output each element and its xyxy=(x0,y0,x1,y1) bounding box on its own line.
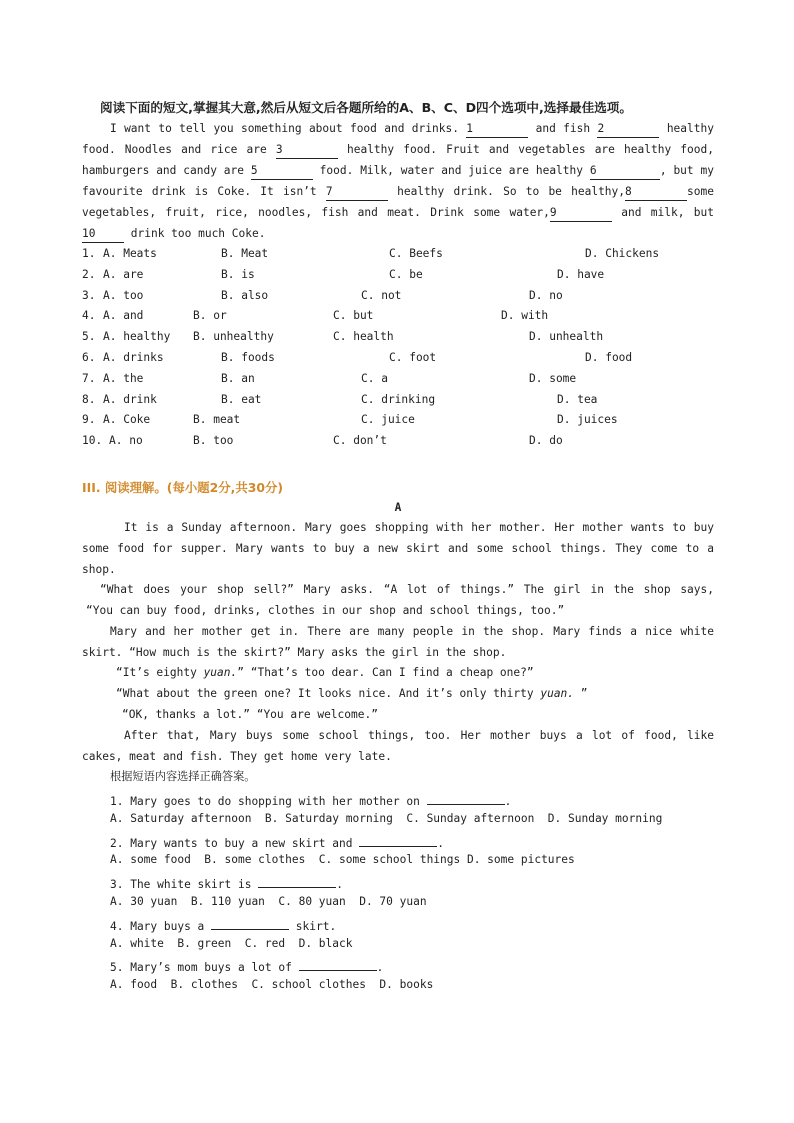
question-number: 6. xyxy=(82,351,96,364)
question-number: 10. xyxy=(82,434,103,448)
option-a: A. Meats xyxy=(103,247,157,260)
answer-blank xyxy=(211,912,289,930)
option-c: C. Beefs xyxy=(389,247,443,260)
passage-text: food. Milk, water and juice are healthy xyxy=(319,164,584,177)
option-d: D. Chickens xyxy=(585,247,660,260)
question-text: 3. The white skirt is xyxy=(110,878,259,892)
option-d: D. some xyxy=(529,371,577,385)
blank-9: 9 xyxy=(550,204,612,222)
blank-7: 7 xyxy=(326,183,388,201)
reading-line xyxy=(116,683,748,704)
option-b: B. or xyxy=(193,309,227,323)
reading-options: A. white B. green C. red D. black xyxy=(110,936,353,950)
question-text: 5. Mary’s mom buys a lot of xyxy=(110,961,299,975)
option-c: C. be xyxy=(389,267,423,281)
reading-line: It is a Sunday afternoon. Mary goes shopping with her mother. Her mother wants to buy xyxy=(124,521,714,534)
passage-text: some xyxy=(687,185,714,198)
option-c: C. juice xyxy=(361,413,415,427)
question-number: 9. xyxy=(82,413,96,427)
question-number: 1. xyxy=(82,247,96,260)
option-b: B. an xyxy=(221,371,255,385)
question-number: 2. xyxy=(82,267,96,281)
option-b: B. unhealthy xyxy=(193,330,274,344)
blank-6: 6 xyxy=(590,162,660,180)
reading-line: shop. xyxy=(82,563,116,576)
option-a: A. are xyxy=(103,267,144,281)
passage-text: healthy food. Fruit and vegetables are healthy food, xyxy=(346,143,714,156)
reading-question xyxy=(110,787,714,808)
option-b: B. also xyxy=(221,288,269,302)
passage-text: I want to tell you something about food and drinks. xyxy=(110,122,459,135)
question-text: skirt. xyxy=(289,919,337,933)
reading-instruction: 根据短语内容选择正确答案。 xyxy=(110,770,256,783)
reading-line: After that, Mary buys some school things, too. Her mother buys a lot of food, like xyxy=(124,729,714,742)
option-c: C. but xyxy=(333,309,374,323)
option-c: C. health xyxy=(333,330,394,344)
blank-5: 5 xyxy=(251,162,313,180)
reading-options: A. Saturday afternoon B. Saturday morning C. Sunday afternoon D. Sunday morning xyxy=(110,811,663,825)
option-a: A. and xyxy=(103,309,144,323)
reading-text: “What about the green one? It looks nice. And it’s only thirty xyxy=(116,687,541,700)
question-number: 3. xyxy=(82,288,96,302)
reading-text: “It’s eighty xyxy=(116,666,204,679)
question-text: . xyxy=(437,836,444,850)
passage-line-4 xyxy=(82,181,714,202)
option-c: C. drinking xyxy=(361,392,436,406)
reading-line: cakes, meat and fish. They get home very late. xyxy=(82,750,392,763)
answer-blank xyxy=(427,787,505,805)
question-number: 4. xyxy=(82,309,96,323)
reading-options: A. 30 yuan B. 110 yuan C. 80 yuan D. 70 yuan xyxy=(110,895,427,908)
question-number: 7. xyxy=(82,371,96,385)
question-text: . xyxy=(336,878,343,892)
answer-blank xyxy=(359,829,437,847)
option-d: D. with xyxy=(501,309,549,323)
reading-line xyxy=(116,662,748,683)
passage-text: healthy drink. So to be healthy, xyxy=(397,185,626,198)
question-text: 2. Mary wants to buy a new skirt and xyxy=(110,836,360,850)
reading-line: Mary and her mother get in. There are many people in the shop. Mary finds a nice white xyxy=(110,625,714,638)
question-text: 1. Mary goes to do shopping with her mother on xyxy=(110,795,427,808)
reading-question xyxy=(110,912,714,933)
option-a: A. Coke xyxy=(103,413,151,427)
passage-text: food. Noodles and rice are xyxy=(82,143,267,156)
reading-text: yuan. xyxy=(540,687,575,700)
option-a: A. no xyxy=(109,434,143,448)
option-b: B. Meat xyxy=(221,247,269,260)
option-c: C. foot xyxy=(389,351,437,364)
question-number: 5. xyxy=(82,330,96,344)
cloze-instruction: 阅读下面的短文,掌握其大意,然后从短文后各题所给的A、B、C、D四个选项中,选择最佳选项。 xyxy=(100,100,632,115)
blank-1: 1 xyxy=(466,120,528,138)
option-a: A. healthy xyxy=(103,330,171,344)
option-a: A. drink xyxy=(103,392,157,406)
reading-line: “OK, thanks a lot.” “You are welcome.” xyxy=(122,708,378,721)
reading-line: skirt. “How much is the skirt?” Mary asks the girl in the shop. xyxy=(82,646,507,659)
passage-line-3 xyxy=(82,160,714,181)
question-number: 8. xyxy=(82,392,96,406)
answer-blank xyxy=(299,953,377,971)
option-b: B. too xyxy=(193,434,234,448)
passage-text: favourite drink is Coke. It isn’t xyxy=(82,185,317,198)
passage-text: , but my xyxy=(659,164,714,177)
option-d: D. tea xyxy=(557,392,598,406)
option-d: D. unhealth xyxy=(529,330,604,344)
option-b: B. foods xyxy=(221,351,275,364)
blank-3: 3 xyxy=(276,141,338,159)
reading-text: yuan. xyxy=(203,666,238,679)
reading-line: some food for supper. Mary wants to buy a new skirt and some school things. They come to a xyxy=(82,542,714,555)
reading-question xyxy=(110,953,714,974)
answer-blank xyxy=(258,870,336,888)
section-title: III. 阅读理解。(每小题2分,共30分) xyxy=(82,480,284,495)
option-b: B. meat xyxy=(193,413,241,427)
passage-text: vegetables, fruit, rice, noodles, fish and meat. Drink some water, xyxy=(82,206,550,219)
option-a: A. drinks xyxy=(103,351,164,364)
reading-text: ” “That’s too dear. Can I find a cheap one?” xyxy=(237,666,534,679)
blank-2: 2 xyxy=(597,120,659,138)
option-d: D. have xyxy=(557,267,605,281)
passage-text: healthy xyxy=(666,122,714,135)
option-c: C. don’t xyxy=(333,434,387,448)
option-d: D. no xyxy=(529,288,563,302)
passage-line-5 xyxy=(82,202,714,223)
option-d: D. food xyxy=(585,351,633,364)
option-a: A. too xyxy=(103,288,144,302)
option-c: C. a xyxy=(361,371,388,385)
option-b: B. eat xyxy=(221,392,262,406)
reading-line: “You can buy food, drinks, clothes in our shop and school things, too.” xyxy=(86,604,565,617)
question-text: 4. Mary buys a xyxy=(110,919,212,933)
question-text: . xyxy=(504,795,512,808)
passage-text: and fish xyxy=(535,122,591,135)
blank-8: 8 xyxy=(625,183,687,201)
blank-10: 10 xyxy=(82,225,124,243)
reading-question xyxy=(110,870,714,891)
question-text: . xyxy=(376,961,384,975)
reading-text: ” xyxy=(574,687,588,700)
reading-options: A. some food B. some clothes C. some school things D. some pictures xyxy=(110,853,575,867)
reading-question xyxy=(110,829,714,850)
passage-line-6 xyxy=(82,223,714,244)
passage-label: A xyxy=(394,501,402,514)
passage-text: and milk, but xyxy=(621,206,714,219)
passage-text: drink too much Coke. xyxy=(130,227,266,240)
option-d: D. do xyxy=(529,434,563,448)
passage-line-1 xyxy=(110,118,714,139)
passage-line-2 xyxy=(82,139,714,160)
option-c: C. not xyxy=(361,288,402,302)
option-a: A. the xyxy=(103,371,144,385)
option-b: B. is xyxy=(221,267,255,281)
reading-options: A. food B. clothes C. school clothes D. books xyxy=(110,978,434,992)
passage-text: hamburgers and candy are xyxy=(82,164,244,177)
reading-line: “What does your shop sell?” Mary asks. “A lot of things.” The girl in the shop says, xyxy=(100,583,714,596)
option-d: D. juices xyxy=(557,413,618,427)
